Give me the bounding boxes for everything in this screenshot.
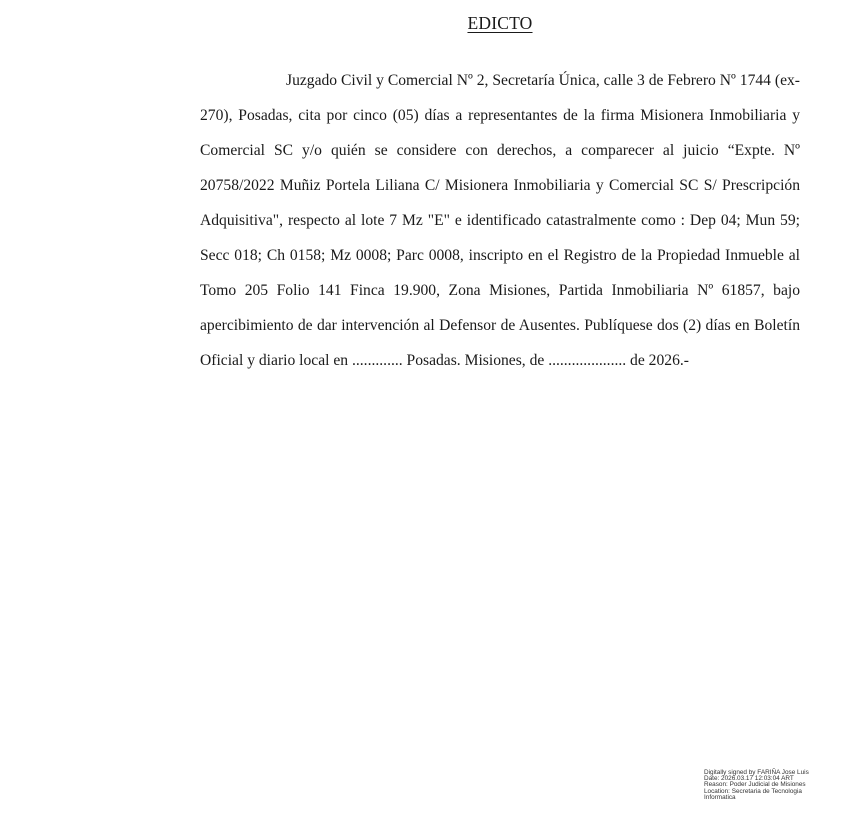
document-title: EDICTO (467, 13, 533, 33)
signature-signer: Digitally signed by FARIÑA Jose Luis (704, 769, 809, 776)
signature-location-cont: Informatica (704, 793, 736, 801)
edict-paragraph: Juzgado Civil y Comercial Nº 2, Secretaría Única, calle 3 de Febrero Nº 1744 (ex-270), Posadas, cita por cinco (05) días a representantes de la firma Misionera Inmobiliaria y Comercial SC y/o quién se considere con derechos, a comparecer al juicio “Expte. Nº 20758/2022 Muñiz Portela Liliana C/ Misionera Inmobiliaria y Comercial SC S/ Prescripción Adquisitiva", respecto al lote 7 Mz "E" e identificado catastralmente como : Dep 04; Mun 59; Secc 018; Ch 0158; Mz 0008; Parc 0008, inscripto en el Registro de la Propiedad Inmueble al Tomo 205 Folio 141 Finca 19.900, Zona Misiones, Partida Inmobiliaria Nº 61857, bajo apercibimiento de dar intervención al Defensor de Ausentes. Publíquese dos (2) días en Boletín Oficial y diario local en ............. Posadas. Misiones, de .................... de 2026.- (200, 72, 800, 369)
signature-date: Date: 2026.03.17 12:03:04 ART (704, 775, 794, 783)
signature-location: Location: Secretaria de Tecnologia (704, 787, 802, 795)
digital-signature-block (704, 770, 834, 801)
signature-reason: Reason: Poder Judicial de Misiones (704, 781, 806, 789)
